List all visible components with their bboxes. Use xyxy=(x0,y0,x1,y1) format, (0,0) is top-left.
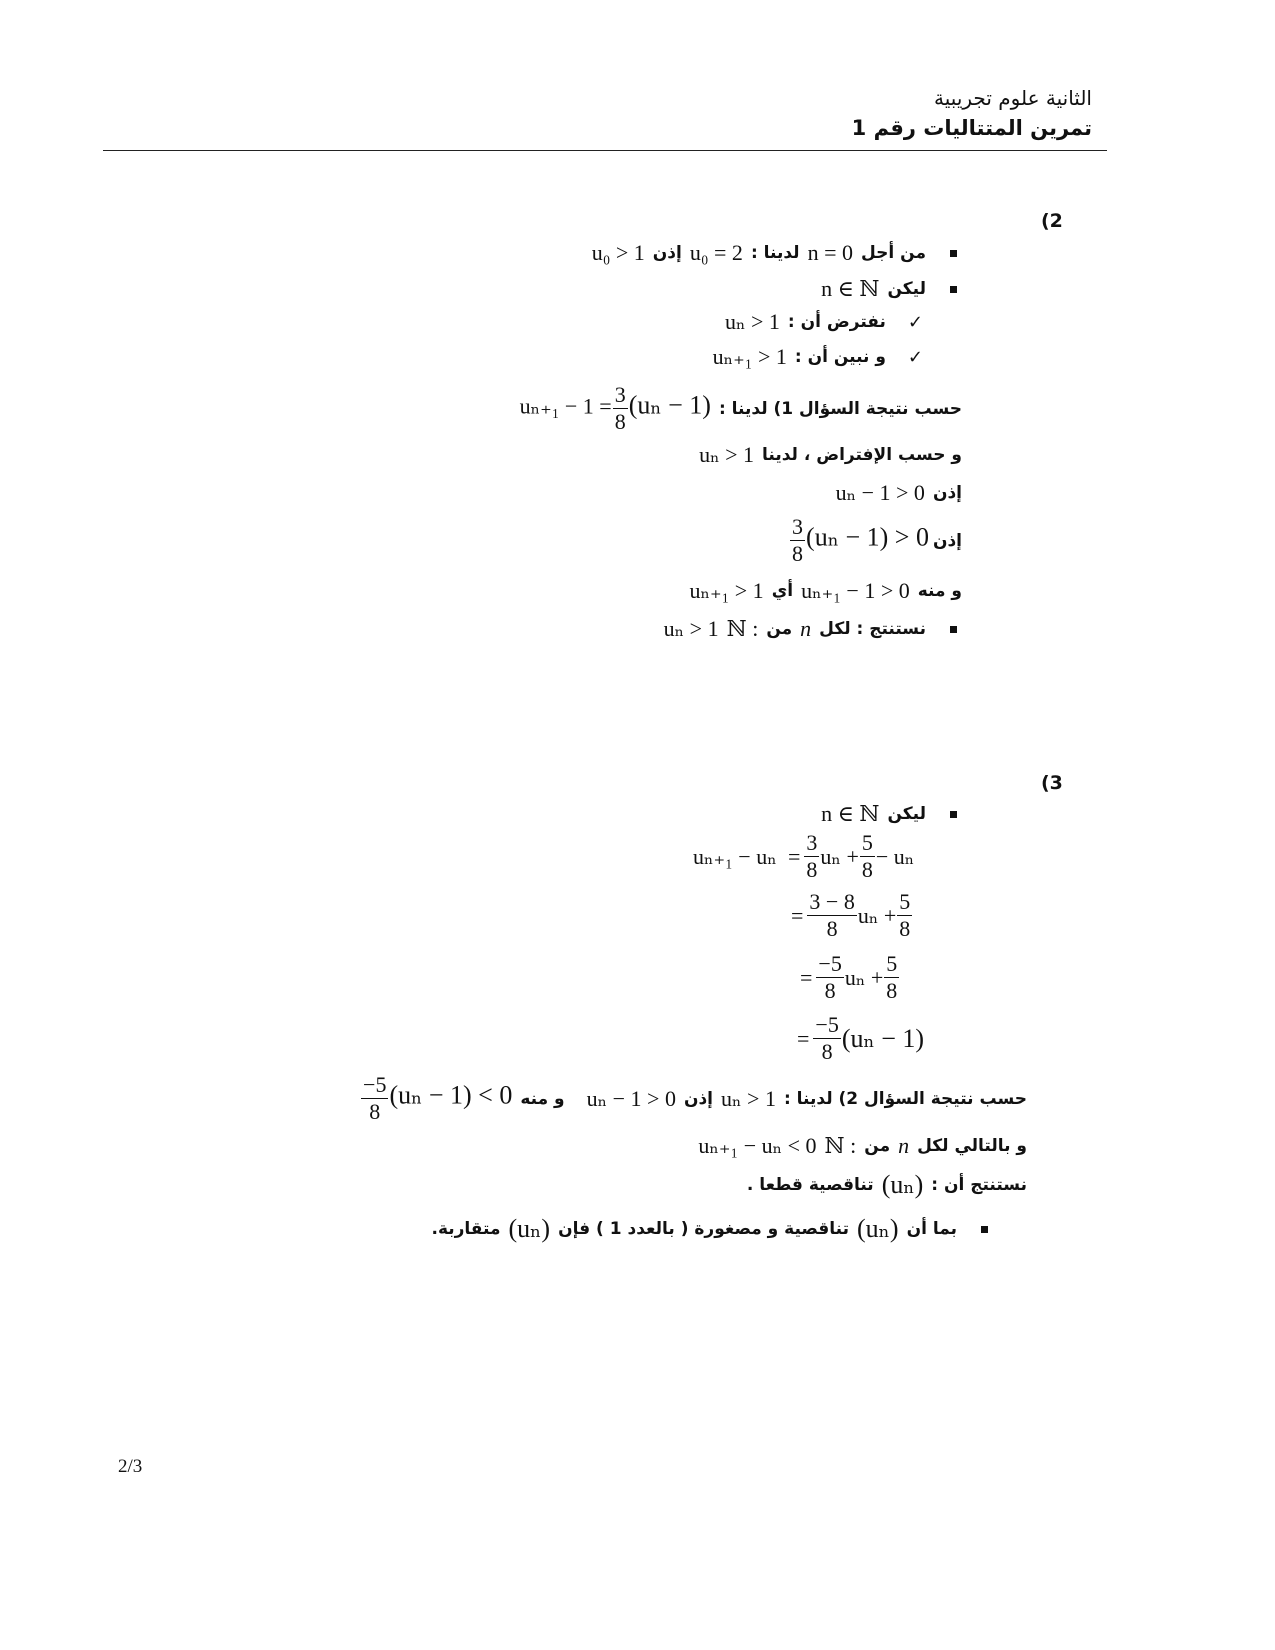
q2-line-1 xyxy=(520,384,962,433)
q2-bullet-1 xyxy=(592,240,957,266)
page-title: تمرين المتتاليات رقم 1 xyxy=(851,116,1092,140)
q2-b1-n: n = 0 xyxy=(807,240,853,265)
bullet-icon xyxy=(950,626,957,633)
q3-l1-expr: uₙ > 1 xyxy=(721,1085,776,1111)
q2-b3-n: n xyxy=(800,616,812,641)
q2-line-2 xyxy=(699,442,962,468)
q2-c2-label: و نبين أن : xyxy=(794,347,886,367)
q2-l5-result: uₙ₊₁ > 1 xyxy=(689,578,764,603)
q2-b1-have: لدينا : xyxy=(750,243,800,263)
q2-b1-label: من أجل xyxy=(861,243,926,263)
q2-b2-label: ليكن xyxy=(887,279,926,299)
q2-b1-result: u₀ > 1 xyxy=(591,240,645,265)
q3-line-3 xyxy=(747,1170,1027,1200)
q2-c1-label: نفترض أن : xyxy=(787,312,886,332)
q2-b3-label: نستنتج : لكل xyxy=(819,619,926,639)
q2-l1-formula: uₙ₊₁ − 1 = $\frac{3}{8}$ (uₙ − 1) xyxy=(519,382,711,434)
q3-l2-result: uₙ₊₁ − uₙ < 0 xyxy=(698,1133,817,1158)
q2-b3-set: ℕ : xyxy=(726,616,759,641)
q2-b3-from: من xyxy=(766,619,793,639)
check-icon: ✓ xyxy=(907,346,923,368)
question-3-number: (3 xyxy=(1041,772,1063,794)
q3-l3-text: نستنتج أن : xyxy=(931,1175,1027,1195)
q3-l1-formula: $\frac{-5}{8}$ (uₙ − 1) < 0 xyxy=(363,1072,513,1124)
q3-l1-so: و منه xyxy=(520,1088,565,1109)
q3-l2-set: ℕ : xyxy=(824,1133,857,1158)
q3-line-2 xyxy=(698,1133,1027,1159)
q3-l2-text: و بالتالي لكل xyxy=(917,1136,1027,1156)
q2-line-3 xyxy=(836,480,962,506)
q3-l3-end: تناقصية قطعا . xyxy=(746,1175,874,1195)
q3-eq-3: = $\frac{-5}{8}$ uₙ + $\frac{5}{8}$ xyxy=(800,951,898,1003)
q2-l1-text: حسب نتيجة السؤال 1) لدينا : xyxy=(718,398,962,419)
q2-c1-expr: uₙ > 1 xyxy=(724,309,780,334)
q2-l3-text: إذن xyxy=(932,483,962,503)
q2-c2-expr: uₙ₊₁ > 1 xyxy=(712,344,787,369)
q2-check-2 xyxy=(713,344,923,370)
q3-b2-since: بما أن xyxy=(906,1219,957,1239)
q3-eq-1: uₙ₊₁ − uₙ = $\frac{3}{8}$ uₙ + $\frac{5}{8}$ − uₙ xyxy=(693,830,915,882)
q3-eq-2: = $\frac{3 - 8}{8}$ uₙ + $\frac{5}{8}$ xyxy=(791,889,911,941)
q3-b2-end: متقاربة. xyxy=(431,1219,501,1239)
q3-l2-n: n xyxy=(898,1133,910,1158)
page-number: 2/3 xyxy=(118,1456,143,1477)
check-icon: ✓ xyxy=(907,311,923,333)
q2-b1-u0: u₀ = 2 xyxy=(689,240,743,265)
q3-line-1 xyxy=(360,1074,1027,1123)
q2-l3-expr: uₙ − 1 > 0 xyxy=(835,480,925,505)
q3-l1-then: إذن xyxy=(683,1088,714,1109)
q3-eq-4: = $\frac{-5}{8}$ (uₙ − 1) xyxy=(797,1012,925,1064)
q2-line-4 xyxy=(789,516,962,565)
header-level: الثانية علوم تجريبية xyxy=(934,86,1092,110)
q3-b2-seq: (uₙ) xyxy=(857,1214,899,1243)
q2-bullet-3 xyxy=(664,616,957,642)
header-divider xyxy=(103,150,1107,151)
bullet-icon xyxy=(950,286,957,293)
bullet-icon xyxy=(981,1226,988,1233)
q3-b2-mid: تناقصية و مصغورة ( بالعدد 1 ) فإن xyxy=(558,1219,849,1239)
question-2-number: (2 xyxy=(1041,210,1063,232)
q2-line-5 xyxy=(689,578,962,604)
q2-bullet-2 xyxy=(821,276,957,302)
q3-l2-from: من xyxy=(864,1136,891,1156)
bullet-icon xyxy=(950,811,957,818)
q3-l1-expr2: uₙ − 1 > 0 xyxy=(586,1085,676,1111)
q2-b2-expr: n ∈ ℕ xyxy=(821,276,880,301)
q3-bullet-2 xyxy=(431,1214,988,1244)
q2-l5-text: و منه xyxy=(917,581,962,601)
q2-l4-text: إذن xyxy=(932,530,962,551)
q3-b2-seq2: (uₙ) xyxy=(508,1214,551,1243)
q2-b3-result: uₙ > 1 xyxy=(663,616,719,641)
q2-l4-formula: $\frac{3}{8}$ (uₙ − 1) > 0 xyxy=(792,514,929,566)
q2-check-1 xyxy=(725,309,923,335)
q3-b1-label: ليكن xyxy=(887,804,926,824)
q2-l2-expr: uₙ > 1 xyxy=(699,442,755,467)
q2-l5-or: أي xyxy=(771,581,794,601)
q3-bullet-1 xyxy=(821,801,957,827)
q3-e1-lhs: uₙ₊₁ − uₙ xyxy=(693,843,777,869)
bullet-icon xyxy=(950,250,957,257)
q3-b1-expr: n ∈ ℕ xyxy=(821,801,880,826)
q2-l5-expr: uₙ₊₁ − 1 > 0 xyxy=(801,578,910,603)
q3-l1-text: حسب نتيجة السؤال 2) لدينا : xyxy=(783,1088,1027,1109)
q3-l3-seq: (uₙ) xyxy=(881,1170,924,1199)
q2-b1-then: إذن xyxy=(652,243,682,263)
q2-l2-text: و حسب الإفتراض ، لدينا xyxy=(762,445,962,465)
